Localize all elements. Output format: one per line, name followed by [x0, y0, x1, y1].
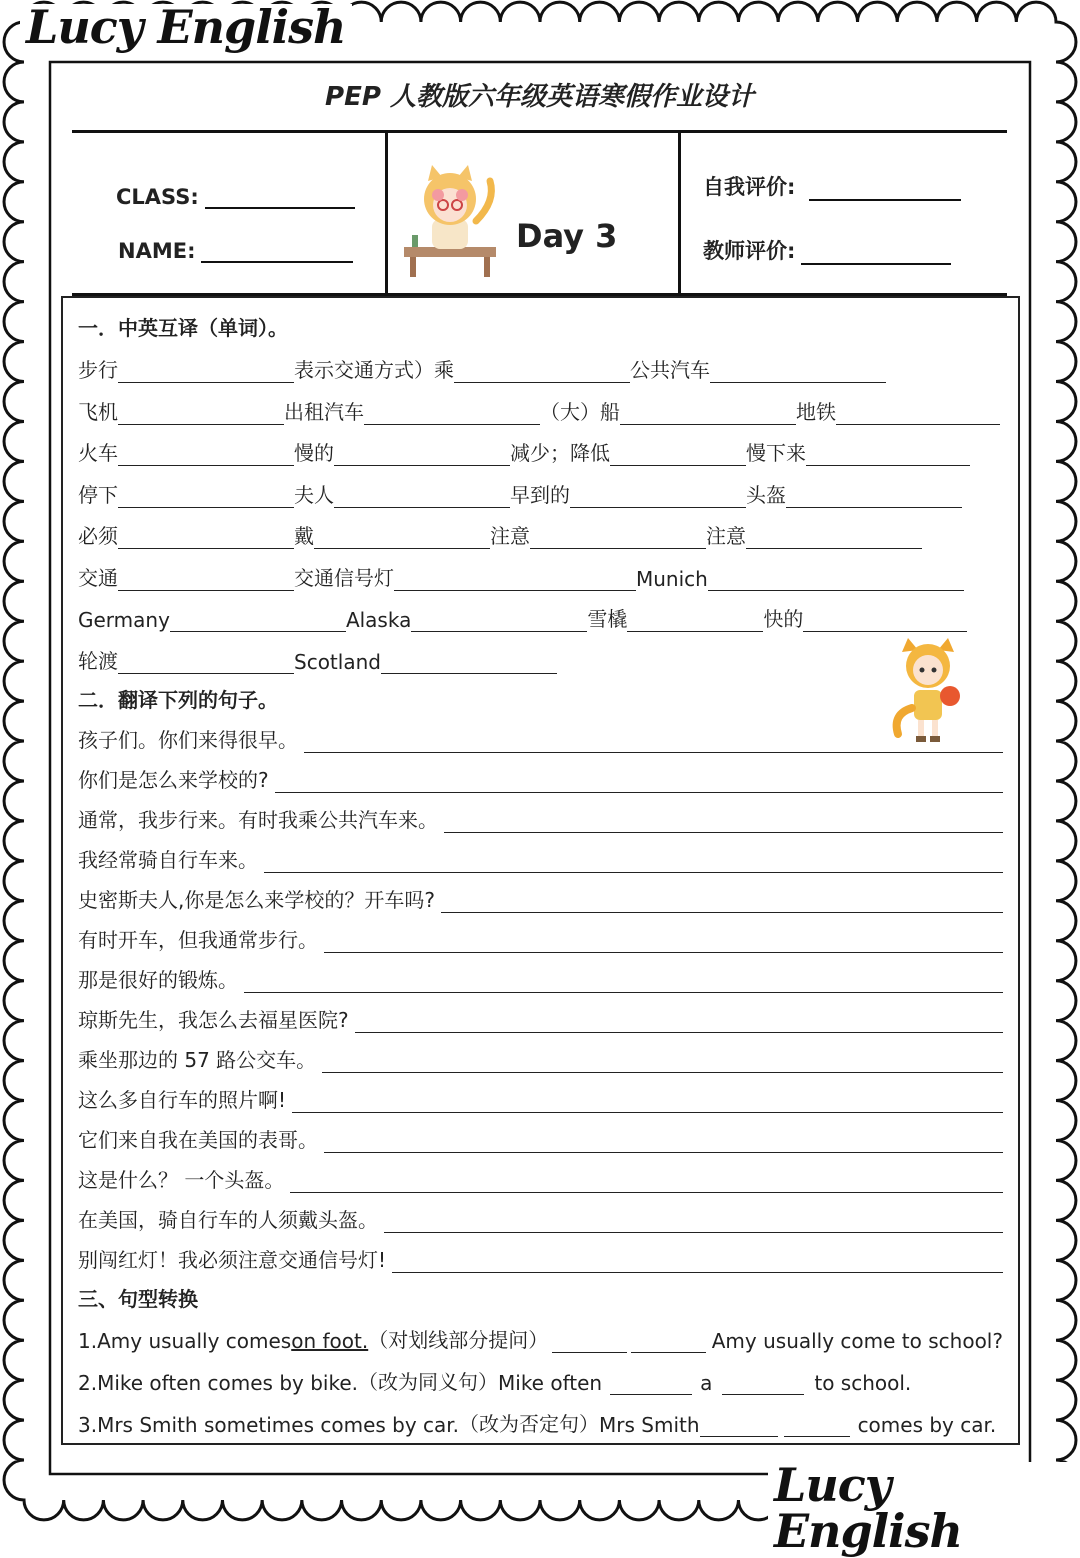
q1-blank-1[interactable] — [552, 1334, 627, 1353]
tiger-kid-illustration — [398, 161, 502, 279]
vocab-blank[interactable] — [394, 572, 636, 591]
vocab-row — [78, 562, 964, 591]
vocab-item — [294, 354, 630, 383]
q1-blank-2[interactable] — [631, 1334, 706, 1353]
q2-prefix: 2.Mike often comes by bike. — [78, 1371, 358, 1395]
vocab-word: 停下 — [78, 482, 118, 507]
vocab-word: 夫人 — [294, 482, 334, 507]
vocab-word: 地铁 — [796, 399, 836, 424]
vocab-word: （大）船 — [540, 399, 620, 424]
vocab-blank[interactable] — [803, 613, 967, 632]
sentence-text: 孩子们。你们来得很早。 — [78, 728, 298, 752]
answer-line[interactable] — [392, 1254, 1003, 1273]
vocab-item — [78, 354, 294, 383]
section3-heading: 三、句型转换 — [78, 1287, 198, 1311]
vocab-word: 慢的 — [294, 441, 334, 465]
vocab-item — [636, 567, 964, 591]
vocab-word: 早到的 — [510, 482, 570, 507]
teacher-evaluation-label: 教师评价: — [703, 239, 796, 263]
vocab-blank[interactable] — [170, 613, 346, 632]
vocab-item — [630, 354, 886, 383]
vocab-item — [540, 396, 796, 425]
q1-suffix: Amy usually come to school? — [711, 1329, 1003, 1353]
q1-instruction: （对划线部分提问） — [368, 1328, 549, 1352]
vocab-item — [746, 479, 962, 508]
transform-q2 — [78, 1366, 1003, 1395]
vocab-blank[interactable] — [570, 489, 746, 508]
vocab-blank[interactable] — [746, 530, 922, 549]
day-cell — [388, 133, 681, 293]
vocab-item — [78, 437, 294, 466]
transform-q3 — [78, 1408, 1003, 1437]
vocab-blank[interactable] — [610, 447, 746, 466]
answer-line[interactable] — [324, 934, 1003, 953]
q3-suffix: comes by car. — [857, 1413, 997, 1437]
self-evaluation-field — [703, 171, 961, 201]
answer-line[interactable] — [292, 1094, 1003, 1113]
vocab-word: 戴 — [294, 524, 314, 548]
answer-line[interactable] — [275, 774, 1003, 793]
answer-line[interactable] — [444, 814, 1003, 833]
vocab-row — [78, 520, 922, 549]
vocab-word: Germany — [78, 608, 170, 632]
answer-line[interactable] — [355, 1014, 1003, 1033]
vocab-blank[interactable] — [454, 364, 630, 383]
answer-line[interactable] — [304, 734, 1003, 753]
vocab-blank[interactable] — [411, 613, 587, 632]
vocab-word: 头盔 — [746, 482, 786, 507]
vocab-blank[interactable] — [118, 364, 294, 383]
sentence-row — [78, 764, 1003, 793]
q2-blank-2[interactable] — [722, 1376, 804, 1395]
vocab-blank[interactable] — [806, 447, 970, 466]
sentence-text: 乘坐那边的 57 路公交车。 — [78, 1048, 317, 1072]
answer-line[interactable] — [264, 854, 1003, 873]
vocab-item — [706, 520, 922, 549]
sentence-row — [78, 804, 1003, 833]
sentence-row — [78, 1004, 1003, 1033]
sentence-row — [78, 1044, 1003, 1073]
vocab-item — [78, 608, 346, 632]
teacher-evaluation-field — [703, 235, 951, 265]
vocab-row — [78, 354, 886, 383]
vocab-item — [796, 396, 1000, 425]
sentence-text: 这么多自行车的照片啊! — [78, 1088, 287, 1112]
sentence-row — [78, 724, 1003, 753]
vocab-blank[interactable] — [118, 406, 284, 425]
sentence-text: 在美国，骑自行车的人须戴头盔。 — [78, 1208, 378, 1232]
q2-blank-1[interactable] — [610, 1376, 692, 1395]
vocab-word: Munich — [636, 566, 708, 591]
name-field — [118, 239, 353, 263]
vocab-word: 减少；降低 — [510, 441, 610, 465]
vocab-blank[interactable] — [118, 447, 294, 466]
q3-prefix: 3.Mrs Smith sometimes comes by car. — [78, 1413, 460, 1437]
vocab-word: 注意 — [706, 524, 746, 548]
vocab-word: 公共汽车 — [630, 358, 710, 382]
vocab-word: 轮渡 — [78, 648, 118, 673]
q3-blank-2[interactable] — [784, 1418, 850, 1437]
sentence-row — [78, 1124, 1003, 1153]
vocab-item — [510, 437, 746, 466]
vocab-blank[interactable] — [334, 447, 510, 466]
vocab-blank[interactable] — [118, 489, 294, 508]
vocab-item — [78, 396, 284, 425]
vocab-item — [78, 520, 294, 549]
vocab-word: 表示交通方式）乘 — [294, 358, 454, 382]
vocab-row — [78, 603, 967, 632]
q3-instruction: （改为否定句） — [459, 1412, 600, 1436]
sentence-text: 它们来自我在美国的表哥。 — [78, 1128, 318, 1152]
vocab-item — [294, 562, 636, 591]
section2-heading: 二．翻译下列的句子。 — [78, 688, 278, 712]
vocab-word: Scotland — [294, 649, 381, 674]
sentence-text: 有时开车，但我通常步行。 — [78, 928, 318, 952]
answer-line[interactable] — [244, 974, 1003, 993]
sentence-text: 通常，我步行来。有时我乘公共汽车来。 — [78, 808, 438, 832]
vocab-row — [78, 479, 962, 508]
transform-q1 — [78, 1324, 1003, 1353]
sentence-row — [78, 924, 1003, 953]
answer-line[interactable] — [324, 1134, 1003, 1153]
sentence-row — [78, 1164, 1003, 1193]
vocab-item — [490, 520, 706, 549]
teacher-evaluation-blank[interactable] — [801, 263, 951, 265]
vocab-blank[interactable] — [836, 406, 1000, 425]
vocab-word: 雪橇 — [587, 607, 628, 631]
vocab-blank[interactable] — [381, 655, 557, 674]
self-evaluation-label: 自我评价: — [703, 175, 796, 199]
vocab-item — [510, 479, 746, 508]
evaluation-cell — [681, 133, 1007, 293]
q1-prefix: 1.Amy usually comes — [78, 1329, 292, 1353]
vocab-word: 慢下来 — [746, 441, 806, 465]
vocab-word: 注意 — [490, 524, 530, 548]
vocab-blank[interactable] — [627, 613, 763, 632]
q2-instruction: （改为同义句） — [358, 1370, 498, 1394]
vocab-blank[interactable] — [314, 530, 490, 549]
vocab-item — [746, 437, 970, 466]
vocab-item — [78, 479, 294, 508]
vocab-word: 必须 — [78, 524, 118, 548]
sentence-text: 别闯红灯！我必须注意交通信号灯! — [78, 1248, 387, 1272]
class-field — [116, 185, 355, 209]
day-label: Day 3 — [516, 217, 618, 255]
vocab-blank[interactable] — [364, 406, 540, 425]
q2-article: a — [700, 1371, 713, 1395]
sentence-row — [78, 884, 1003, 913]
vocab-word: 快的 — [763, 607, 804, 631]
q2-suffix: to school. — [814, 1371, 912, 1395]
vocab-item — [294, 650, 557, 674]
vocab-blank[interactable] — [708, 572, 964, 591]
vocab-word: 火车 — [78, 441, 118, 465]
vocab-word: 步行 — [78, 358, 118, 382]
vocab-blank[interactable] — [118, 530, 294, 549]
vocab-item — [78, 645, 294, 674]
sentence-row — [78, 1204, 1003, 1233]
vocab-item — [294, 479, 510, 508]
sentence-text: 史密斯夫人,你是怎么来学校的？开车吗? — [78, 888, 435, 912]
logo-bottom: Lucy English — [768, 1462, 1080, 1554]
vocab-word: 出租汽车 — [284, 399, 364, 424]
name-blank[interactable] — [201, 261, 353, 263]
vocab-row — [78, 437, 970, 466]
sentence-text: 你们是怎么来学校的? — [78, 768, 269, 792]
vocab-blank[interactable] — [620, 406, 796, 425]
vocab-word: 飞机 — [78, 399, 118, 424]
sentence-row — [78, 1084, 1003, 1113]
sentence-text: 琼斯先生，我怎么去福星医院? — [78, 1008, 349, 1032]
q3-middle: Mrs Smith — [599, 1413, 700, 1437]
vocab-item — [763, 603, 967, 632]
answer-line[interactable] — [384, 1214, 1003, 1233]
q3-blank-1[interactable] — [700, 1418, 778, 1437]
section1-heading: 一．中英互译（单词）。 — [78, 316, 288, 340]
header-table — [72, 130, 1007, 296]
sentence-row — [78, 844, 1003, 873]
vocab-item — [294, 520, 490, 549]
vocab-item — [346, 608, 587, 632]
q2-middle: Mike often — [498, 1371, 603, 1395]
sentence-row — [78, 964, 1003, 993]
sentence-text: 那是很好的锻炼。 — [78, 968, 238, 992]
vocab-item — [294, 437, 510, 466]
class-label: CLASS: — [116, 185, 199, 209]
vocab-blank[interactable] — [786, 489, 962, 508]
sentence-text: 这是什么？ 一个头盔。 — [78, 1168, 285, 1192]
class-blank[interactable] — [205, 207, 355, 209]
logo-top: Lucy English — [20, 4, 352, 50]
vocab-word: Alaska — [345, 608, 412, 632]
answer-line[interactable] — [290, 1174, 1003, 1193]
page-title: PEP 人教版六年级英语寒假作业设计 — [325, 82, 754, 112]
vocab-item — [587, 603, 763, 632]
vocab-blank[interactable] — [710, 364, 886, 383]
vocab-row — [78, 396, 1000, 425]
student-info-cell — [72, 133, 388, 293]
q1-underlined-phrase: on foot. — [291, 1329, 369, 1353]
vocab-blank[interactable] — [530, 530, 706, 549]
vocab-word: 交通信号灯 — [294, 565, 394, 590]
vocab-row — [78, 645, 557, 674]
sentence-row — [78, 1244, 1003, 1273]
worksheet-body — [61, 296, 1020, 1445]
sentence-text: 我经常骑自行车来。 — [78, 848, 258, 872]
answer-line[interactable] — [441, 894, 1003, 913]
vocab-blank[interactable] — [118, 572, 294, 591]
vocab-blank[interactable] — [334, 489, 510, 508]
self-evaluation-blank[interactable] — [809, 199, 961, 201]
vocab-blank[interactable] — [118, 655, 294, 674]
answer-line[interactable] — [322, 1054, 1003, 1073]
vocab-item — [78, 562, 294, 591]
name-label: NAME: — [118, 239, 196, 263]
vocab-item — [284, 396, 540, 425]
vocab-word: 交通 — [78, 565, 118, 590]
